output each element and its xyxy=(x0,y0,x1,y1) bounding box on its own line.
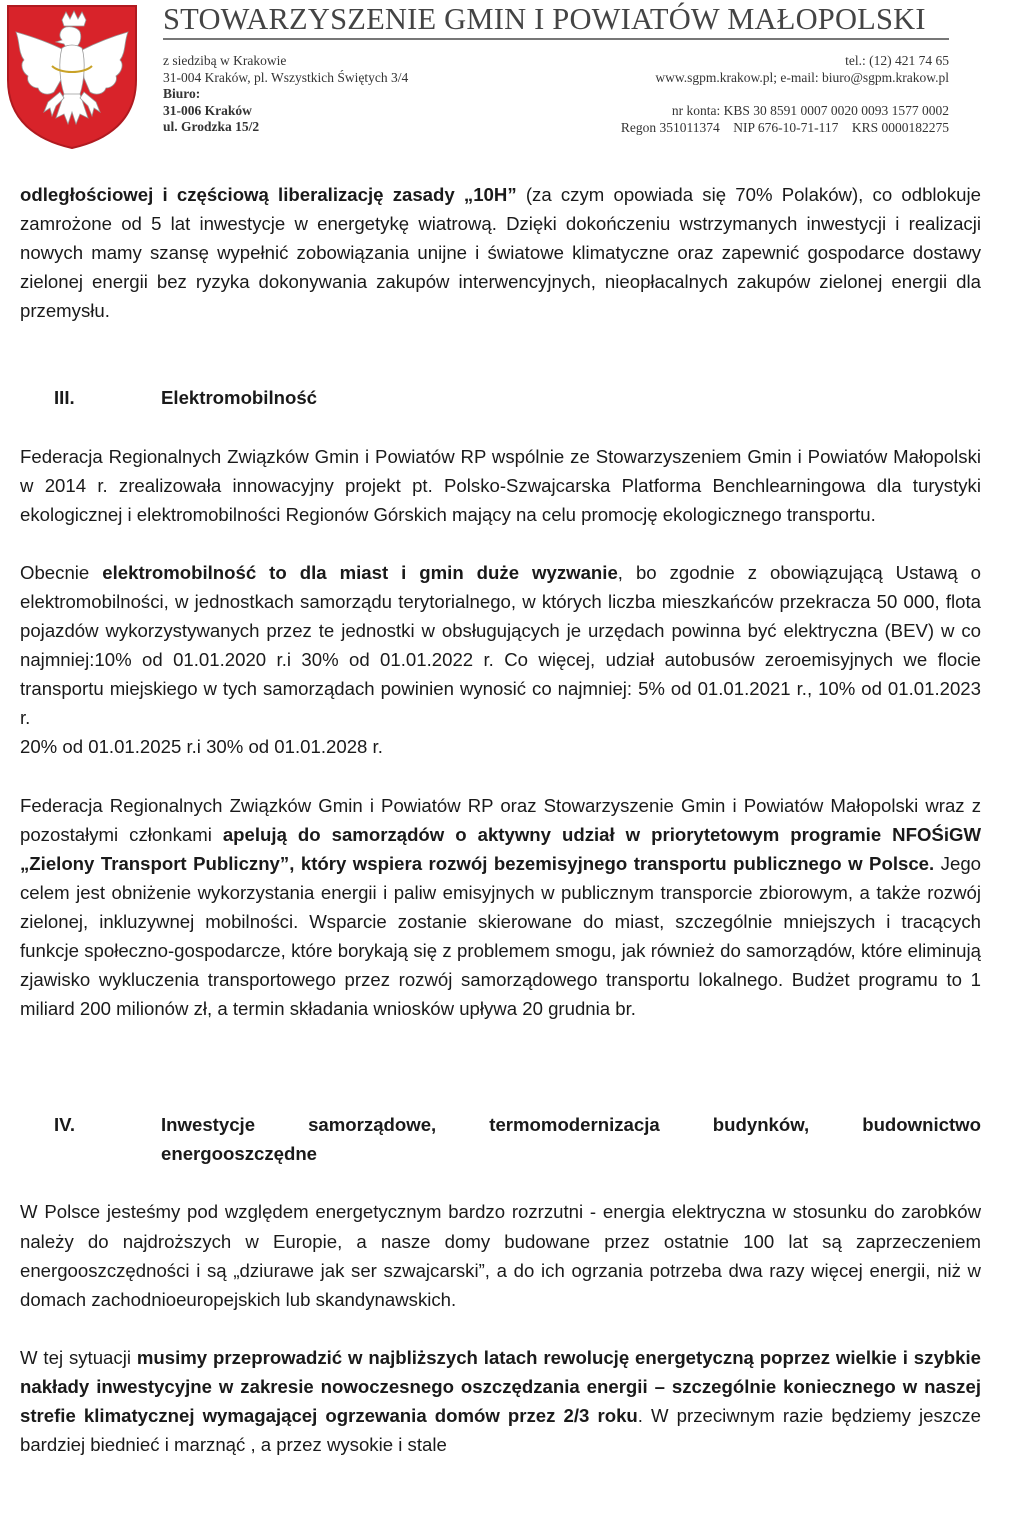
office-label: Biuro: xyxy=(163,86,201,101)
section-heading-iv xyxy=(20,1110,981,1168)
bank-account: nr konta: KBS 30 8591 0007 0020 0093 1577 0002 xyxy=(671,103,949,118)
seat-address: 31-004 Kraków, pl. Wszystkich Świętych 3/4 xyxy=(163,69,409,85)
organization-name: STOWARZYSZENIE GMIN I POWIATÓW MAŁOPOLSKI xyxy=(163,2,926,36)
office-city: 31-006 Kraków xyxy=(163,102,252,118)
section-heading-iii xyxy=(20,383,981,412)
malopolska-crest-icon xyxy=(4,2,140,150)
section-number: III. xyxy=(54,387,75,409)
section-title-line2: energooszczędne xyxy=(161,1143,318,1165)
paragraph-energy-revolution: W tej sytuacji musimy przeprowadzić w najbliższych latach rewolucję energetyczną poprzez wielkie i szybkie nakłady inwestycyjne w zakresie nowoczesnego oszczędzania energii – szczególnie koniecznego w naszej strefie klimatycznej wymagającej ogrzewania domów przez 2/3 roku. W przeciwnym razie będziemy jeszcze bardziej biednieć i marznąć , a przez wysokie i stale xyxy=(20,1346,982,1456)
title-divider xyxy=(163,38,949,40)
web-email: www.sgpm.krakow.pl; e-mail: biuro@sgpm.krakow.pl xyxy=(655,69,949,85)
contact-block xyxy=(621,53,949,136)
paragraph-electromobility: Obecnie elektromobilność to dla miast i gmin duże wyzwanie, bo zgodnie z obowiązującą Ustawą o elektromobilności, w jednostkach samorządu terytorialnego, w których liczba mieszkańców przekracza 50 000, flota pojazdów wykorzystywanych przez te jednostki w obsługujących je urzędach powinna być elektryczna (BEV) w co najmniej:10% od 01.01.2020 r.i 30% od 01.01.2022 r. Co więcej, udział autobusów zeroemisyjnych we flocie transportu miejskiego w tych samorządach powinien wynosić co najmniej: 5% od 01.01.2021 r., 10% od 01.01.2023 r. 20% od 01.01.2025 r.i 30% od 01.01.2028 r. xyxy=(20,561,981,758)
address-block xyxy=(163,53,408,136)
paragraph-green-transport: Federacja Regionalnych Związków Gmin i Powiatów RP oraz Stowarzyszenie Gmin i Powiatów Małopolski wraz z pozostałymi członkami apelują do samorządów o aktywny udział w priorytetowym programie NFOŚiGW „Zielony Transport Publiczny”, który wspiera rozwój bezemisyjnego transportu publicznego w Polsce. Jego celem jest obniżenie wykorzystania energii i paliw emisyjnych w publicznym transporcie zbiorowym, a także rozwój zielonej, inkluzywnej mobilności. Wsparcie zostanie skierowane do miast, szczególnie mniejszych i tracących funkcje społeczno-gospodarcze, które borykają się z problemem smogu, jak również do samorządów, które eliminują zjawisko wykluczenia transportowego przez rozwój samorządowego transportu lokalnego. Budżet programu to 1 miliard 200 milionów zł, a termin składania wniosków upływa 20 grudnia br. xyxy=(20,794,982,1020)
phone: tel.: (12) 421 74 65 xyxy=(845,53,949,68)
section-title-line1: Inwestycje samorządowe, termomodernizacja budynków, budownictwo xyxy=(161,1114,981,1136)
section-number: IV. xyxy=(54,1114,76,1136)
paragraph-energy-waste: W Polsce jesteśmy pod względem energetycznym bardzo rozrzutni - energia elektryczna w stosunku do zarobków należy do najdroższych w Europie, a nasze domy budowane przez ostatnie 100 lat są zaprzeczeniem energooszczędności i są „dziurawe jak ser szwajcarski”, a do ich ogrzania potrzeba dwa razy więcej energii, niż w domach zachodnioeuropejskich lub skandynawskich. xyxy=(20,1201,981,1310)
seat-line: z siedzibą w Krakowie xyxy=(163,53,287,68)
paragraph-project: Federacja Regionalnych Związków Gmin i Powiatów RP wspólnie ze Stowarzyszeniem Gmin i Powiatów Małopolski w 2014 r. zrealizowała innowacyjny projekt pt. Polsko-Szwajcarska Platforma Benchlearningowa dla turystyki ekologicznej i elektromobilności Regionów Górskich mający na celu promocję ekologicznego transportu. xyxy=(20,445,981,525)
letterhead xyxy=(0,0,1024,150)
office-street: ul. Grodzka 15/2 xyxy=(163,119,260,134)
registry-numbers: Regon 351011374 NIP 676-10-71-117 KRS 0000182275 xyxy=(620,119,949,135)
section-title: Elektromobilność xyxy=(161,387,318,409)
paragraph-wind-energy: odległościowej i częściową liberalizację zasady „10H” (za czym opowiada się 70% Polaków), co odblokuje zamrożone od 5 lat inwestycje w energetykę wiatrową. Dzięki dokończeniu wstrzymanych inwestycji i realizacji nowych mamy szansę wypełnić zobowiązania unijne i światowe klimatyczne oraz zapewnić gospodarce dostawy zielonej energii bez ryzyka dokonywania zakupów interwencyjnych, nieopłacalnych zakupów zielonej energii dla przemysłu. xyxy=(20,184,981,322)
document-body xyxy=(20,180,981,1459)
